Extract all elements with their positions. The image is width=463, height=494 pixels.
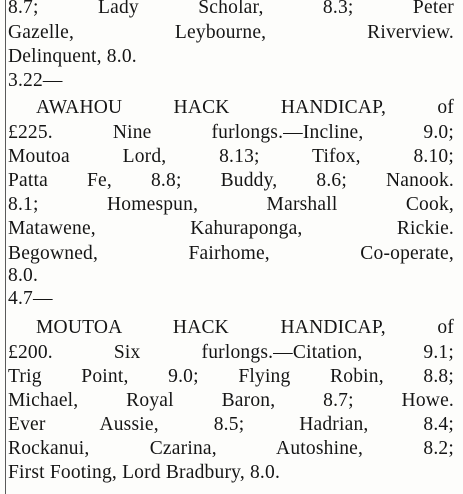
- race-time: 3.22—: [8, 70, 63, 91]
- race-entry-line: Rockanui, Czarina, Autoshine, 8.2;: [8, 438, 454, 459]
- race-entry-line: Trig Point, 9.0; Flying Robin, 8.8;: [8, 366, 454, 387]
- race-entry-line: Michael, Royal Baron, 8.7; Howe.: [8, 390, 454, 411]
- race-entry-line: Patta Fe, 8.8; Buddy, 8.6; Nanook.: [8, 170, 454, 191]
- race-entry-line: Ever Aussie, 8.5; Hadrian, 8.4;: [8, 414, 454, 435]
- column-rule: [5, 0, 6, 494]
- race-entry-line: £225. Nine furlongs.—Incline, 9.0;: [8, 122, 454, 143]
- continuation-line: 8.7; Lady Scholar, 8.3; Peter: [8, 0, 454, 18]
- race-heading: MOUTOA HACK HANDICAP, of: [36, 317, 454, 338]
- race-entry-line: 8.1; Homespun, Marshall Cook,: [8, 194, 454, 215]
- race-entry-line: £200. Six furlongs.—Citation, 9.1;: [8, 342, 454, 363]
- continuation-line: Gazelle, Leybourne, Riverview.: [8, 22, 454, 43]
- race-entry-line: 8.0.: [8, 265, 39, 286]
- continuation-line: Delinquent, 8.0.: [8, 46, 137, 67]
- race-time: 4.7—: [8, 288, 53, 309]
- race-entry-line: Begowned, Fairhome, Co-operate,: [8, 243, 454, 264]
- race-entry-line: Matawene, Kahuraponga, Rickie.: [8, 218, 454, 239]
- race-entry-line: First Footing, Lord Bradbury, 8.0.: [8, 462, 281, 483]
- race-entry-line: Moutoa Lord, 8.13; Tifox, 8.10;: [8, 146, 454, 167]
- race-heading: AWAHOU HACK HANDICAP, of: [36, 97, 454, 118]
